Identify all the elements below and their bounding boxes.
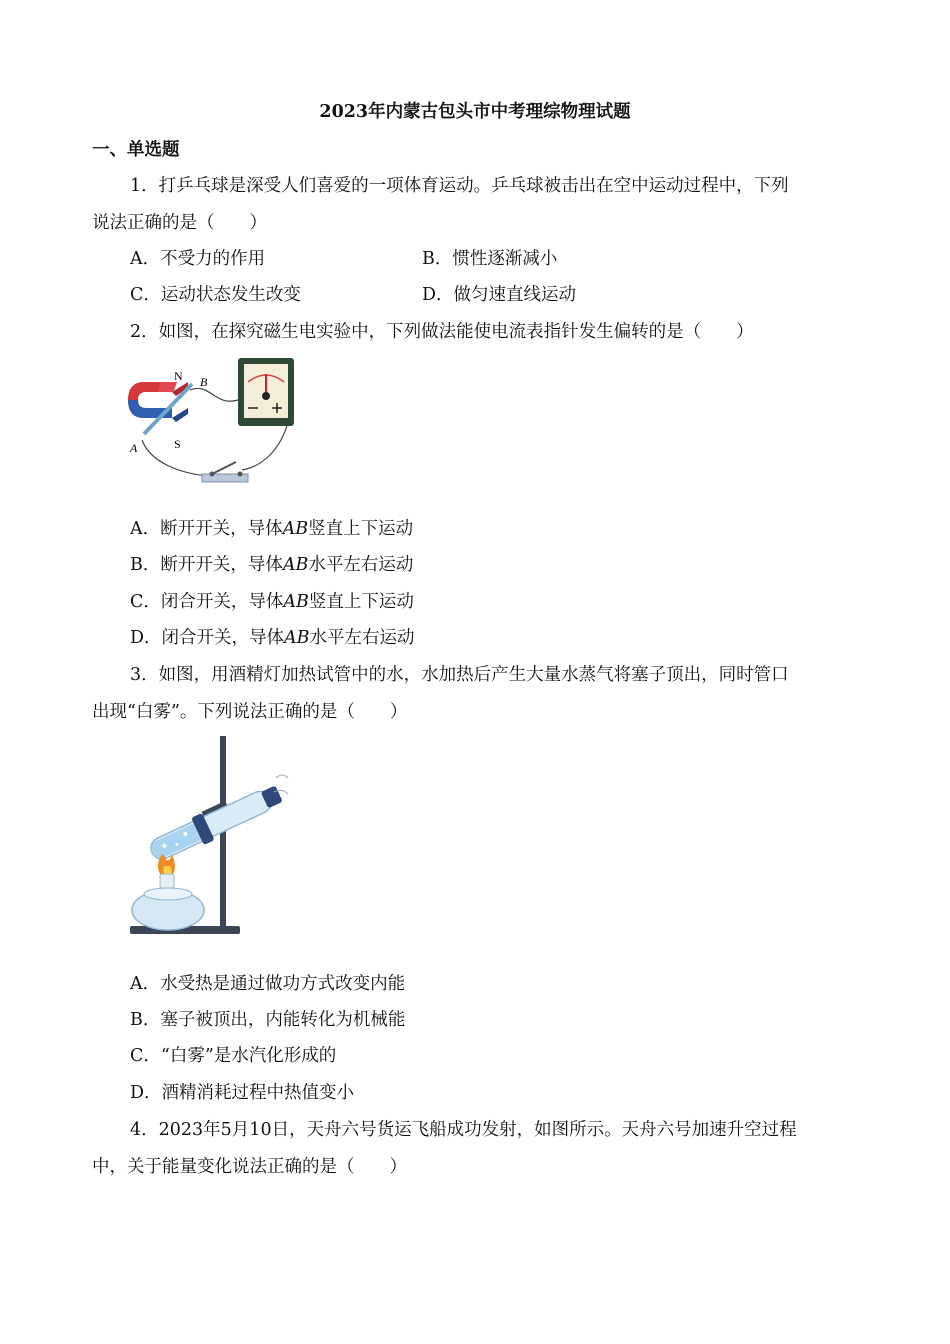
q2-figure-svg xyxy=(120,352,310,492)
q2-option-b-text: B．断开开关，导体 xyxy=(130,555,283,575)
alcohol-lamp-icon xyxy=(132,854,204,930)
q1-stem-line1: 1．打乒乓球是深受人们喜爱的一项体育运动。乒乓球被击出在空中运动过程中，下列 xyxy=(130,176,789,196)
q2-option-a-ab: AB xyxy=(282,519,309,539)
q2-option-b-text-end: 水平左右运动 xyxy=(308,555,414,575)
q1-option-b: B．惯性逐渐减小 xyxy=(422,249,558,269)
q2-figure-electromagnetic-induction xyxy=(120,352,310,492)
galvanometer-icon xyxy=(238,358,294,426)
horseshoe-magnet-icon xyxy=(128,382,188,422)
q2-stem-line1: 2．如图，在探究磁生电实验中，下列做法能使电流表指针发生偏转的是（ ） xyxy=(130,322,754,342)
q3-option-b: B．塞子被顶出，内能转化为机械能 xyxy=(130,1010,406,1030)
q2-option-b xyxy=(130,553,413,577)
q2-option-a-text: A．断开开关，导体 xyxy=(130,519,283,539)
label-n: N xyxy=(174,369,183,383)
q2-option-d-text: D．闭合开关，导体 xyxy=(130,628,285,648)
q4-stem-line2: 中，关于能量变化说法正确的是（ ） xyxy=(92,1157,407,1177)
q3-figure-test-tube-heating xyxy=(126,734,296,940)
q2-option-d-ab: AB xyxy=(284,628,310,648)
q1-option-a: A．不受力的作用 xyxy=(130,249,266,269)
section-heading: 一、单选题 xyxy=(92,140,180,160)
q2-option-c-text-end: 竖直上下运动 xyxy=(308,592,414,612)
q2-option-d-text-end: 水平左右运动 xyxy=(309,628,415,648)
steam-icon xyxy=(276,775,288,778)
q2-option-a-text-end: 竖直上下运动 xyxy=(308,519,414,539)
q3-option-d: D．酒精消耗过程中热值变小 xyxy=(130,1083,355,1103)
q4-stem-line1: 4．2023年5月10日，天舟六号货运飞船成功发射，如图所示。天舟六号加速升空过程 xyxy=(130,1120,797,1140)
q2-option-c-ab: AB xyxy=(283,592,309,612)
q2-option-a xyxy=(130,517,413,541)
q3-stem-line2: 出现“白雾”。下列说法正确的是（ ） xyxy=(92,702,408,722)
label-s: S xyxy=(174,437,181,451)
label-a: A xyxy=(130,441,138,455)
label-b: B xyxy=(200,375,208,389)
q2-option-d xyxy=(130,626,415,650)
q1-stem-line2: 说法正确的是（ ） xyxy=(92,213,267,233)
q2-option-c xyxy=(130,590,414,614)
q3-figure-svg xyxy=(126,734,296,940)
wire-meter-to-switch xyxy=(242,422,288,470)
q2-option-b-ab: AB xyxy=(282,555,309,575)
q1-option-d: D．做匀速直线运动 xyxy=(422,285,577,305)
test-tube-icon xyxy=(146,780,286,866)
document-title: 2023年内蒙古包头市中考理综物理试题 xyxy=(319,102,631,122)
q2-option-c-text: C．闭合开关，导体 xyxy=(130,592,284,612)
q1-option-c: C．运动状态发生改变 xyxy=(130,285,301,305)
knife-switch-icon xyxy=(202,462,248,482)
wire-b-to-meter xyxy=(190,388,238,401)
q3-option-c: C．“白雾”是水汽化形成的 xyxy=(130,1046,337,1066)
q3-stem-line1: 3．如图，用酒精灯加热试管中的水，水加热后产生大量水蒸气将塞子顶出，同时管口 xyxy=(130,665,789,685)
q3-option-a: A．水受热是通过做功方式改变内能 xyxy=(130,974,406,994)
